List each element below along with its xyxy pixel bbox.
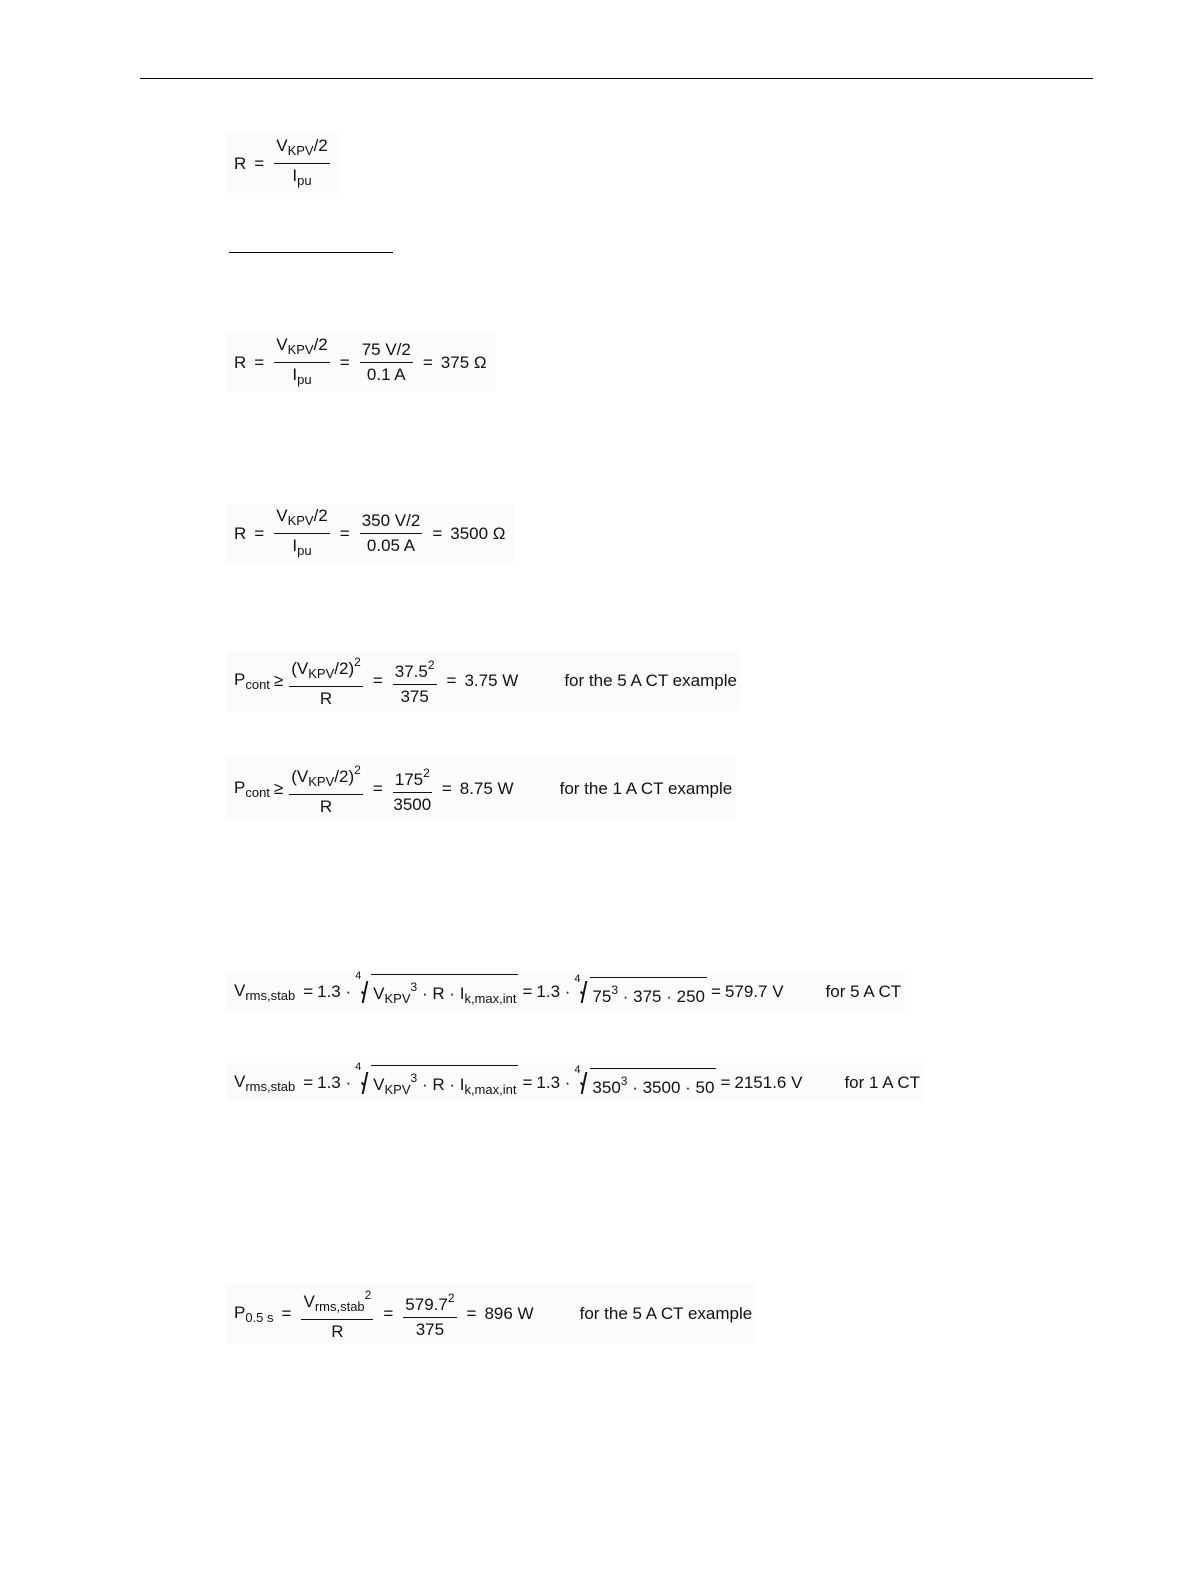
equals-sign: = — [522, 1072, 533, 1092]
coefficient: 1.3 · — [536, 1072, 571, 1092]
equals-sign: = — [422, 352, 433, 372]
equation-resistance-1a — [226, 504, 514, 563]
coefficient: 1.3 · — [317, 981, 352, 1001]
fraction-values: $\frac{350 V/2}{0.05 A}$ — [361, 511, 421, 555]
equation-vrms-stab-1a — [226, 1063, 924, 1102]
equation-lhs: R — [234, 153, 247, 173]
equation-lhs: R — [234, 523, 247, 543]
equals-sign: = — [372, 670, 383, 690]
equals-sign: = — [383, 1303, 394, 1323]
fraction-values: $\frac{579.7^2}{375}$ — [403, 1288, 456, 1340]
equals-sign: = — [446, 670, 457, 690]
equals-sign: = — [254, 153, 265, 173]
header-rule — [140, 78, 1093, 79]
geq-sign: ≥ — [273, 670, 284, 690]
result-value: 2151.6 V — [734, 1072, 803, 1092]
fraction: $\frac{(V_{KPV}/2)^2}{R}$ — [289, 652, 363, 709]
coefficient: 1.3 · — [536, 981, 571, 1001]
fraction: $\frac{V_{rms,stab}^2}{R}$ — [301, 1285, 373, 1342]
fourth-root-symbolic: 4 $V_{KPV}^3 \cdot R \cdot I_{k,max,int}$ — [357, 1065, 518, 1100]
fraction: $\frac{V_{KPV}/2}{I_{pu}}$ — [276, 506, 328, 558]
equals-sign: = — [441, 778, 452, 798]
equals-sign: = — [372, 778, 383, 798]
equals-sign: = — [711, 981, 721, 1001]
equals-sign: = — [303, 1072, 314, 1092]
result-value: 3.75 W — [464, 670, 519, 690]
fraction-values: $\frac{37.5^2}{375}$ — [393, 655, 437, 707]
equals-sign: = — [339, 523, 350, 543]
fraction-values: $\frac{75 V/2}{0.1 A}$ — [361, 340, 411, 384]
equals-sign: = — [339, 352, 350, 372]
result-value: 8.75 W — [459, 778, 514, 798]
result-value: 579.7 V — [724, 981, 784, 1001]
equals-sign: = — [254, 352, 265, 372]
equals-sign: = — [303, 981, 314, 1001]
equals-sign: = — [466, 1303, 477, 1323]
coefficient: 1.3 · — [317, 1072, 352, 1092]
result-value: 896 W — [484, 1303, 534, 1323]
equation-description: for the 5 A CT example — [579, 1303, 753, 1323]
section-underline — [229, 252, 393, 253]
fourth-root-values: 4 $350^3 \cdot 3500 \cdot 50$ — [574, 1063, 715, 1097]
equation-lhs: $P_{cont}$ — [234, 777, 270, 800]
equation-lhs: $P_{cont}$ — [234, 669, 270, 692]
equation-description: for 5 A CT — [825, 981, 902, 1001]
equals-sign: = — [281, 1303, 292, 1323]
equation-description: for 1 A CT — [844, 1072, 921, 1092]
equation-lhs: R — [234, 352, 247, 372]
geq-sign: ≥ — [273, 778, 284, 798]
equation-vrms-stab-5a — [226, 972, 905, 1011]
fraction: $\frac{(V_{KPV}/2)^2}{R}$ — [289, 760, 363, 817]
fourth-root-symbolic: 4 $V_{KPV}^3 \cdot R \cdot I_{k,max,int}$ — [357, 974, 518, 1009]
equals-sign: = — [254, 523, 265, 543]
equation-power-0-5s — [226, 1283, 756, 1344]
fraction-values: $\frac{175^2}{3500}$ — [393, 763, 432, 815]
equation-continuous-power-5a — [226, 650, 741, 711]
equals-sign: = — [522, 981, 533, 1001]
equation-continuous-power-1a — [226, 758, 736, 819]
equation-lhs: $V_{rms,stab}$ — [234, 980, 296, 1003]
equation-lhs: $V_{rms,stab}$ — [234, 1071, 296, 1094]
equals-sign: = — [720, 1072, 731, 1092]
result-value: 375 Ω — [440, 352, 487, 372]
fourth-root-values: 4 $75^3 \cdot 375 \cdot 250$ — [574, 972, 705, 1006]
result-value: 3500 Ω — [450, 523, 506, 543]
equation-resistance-formula — [226, 134, 340, 193]
equation-description: for the 5 A CT example — [564, 670, 737, 690]
fraction: $\frac{V_{KPV}/2}{I_{pu}}$ — [276, 136, 328, 188]
equation-description: for the 1 A CT example — [559, 778, 733, 798]
equation-resistance-5a — [226, 333, 495, 392]
fraction: $\frac{V_{KPV}/2}{I_{pu}}$ — [276, 335, 328, 387]
equation-lhs: $P_{0.5 s}$ — [234, 1302, 274, 1325]
equals-sign: = — [432, 523, 443, 543]
